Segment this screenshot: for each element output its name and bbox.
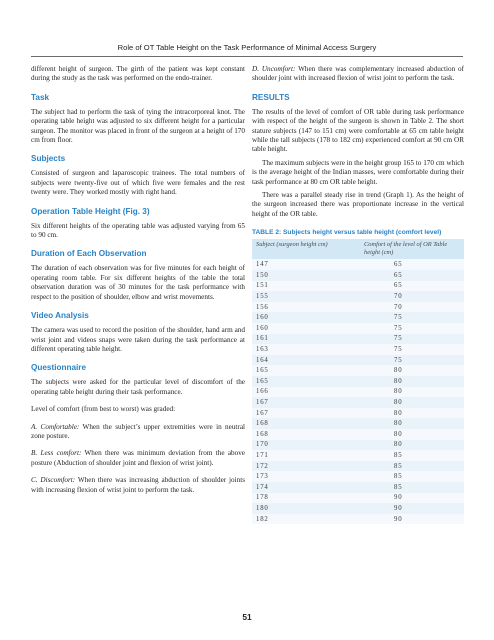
right-column xyxy=(252,65,464,524)
subject-height-cell: 173 xyxy=(252,471,356,482)
table-row xyxy=(252,291,464,302)
table-row xyxy=(252,408,464,419)
results-heading: RESULTS xyxy=(252,92,290,102)
table-row xyxy=(252,440,464,451)
subject-height-cell: 182 xyxy=(252,514,356,525)
task-paragraph: The subject had to perform the task of tying the intracorporeal knot. The operating table height was adjusted to six different height for a particular surgeon. The monitor was placed in front of the surgeon at a height of 170 cm from floor. xyxy=(31,107,245,145)
ot-height-paragraph: Six different heights of the operating table was adjusted varying from 65 to 90 cm. xyxy=(31,221,245,240)
running-header: Role of OT Table Height on the Task Performance of Minimal Access Surgery xyxy=(117,43,377,52)
table-header-subject: Subject (surgeon height cm) xyxy=(252,239,356,259)
grade-c-label: C. Discomfort: xyxy=(31,476,76,485)
questionnaire-paragraph: The subjects were asked for the particular level of discomfort of the operating table height during their task performance. xyxy=(31,378,245,396)
table-row xyxy=(252,376,464,387)
subject-height-cell: 155 xyxy=(252,291,356,302)
table-height-cell: 65 xyxy=(356,259,464,270)
results-paragraph-2: The maximum subjects were in the height group 165 to 170 cm which is the average height of the Indian masses, were comfortable during their task performance at 80 cm OR table height. xyxy=(252,158,464,186)
comfort-level-intro: Level of comfort (from best to worst) was graded: xyxy=(31,405,176,414)
table-height-cell: 70 xyxy=(356,291,464,302)
duration-heading: Duration of Each Observation xyxy=(31,249,147,259)
grade-a-label: A. Comfortable: xyxy=(31,422,80,431)
table-height-cell: 85 xyxy=(356,482,464,493)
intro-paragraph: different height of surgeon. The girth of the patient was kept constant during the study as the task was performed on the endo-trainer. xyxy=(31,65,245,83)
grade-d-label: D. Uncomfort: xyxy=(252,65,296,73)
table-row xyxy=(252,493,464,504)
table-height-cell: 80 xyxy=(356,376,464,387)
subject-height-cell: 178 xyxy=(252,493,356,504)
table-height-cell: 65 xyxy=(356,270,464,281)
table-row xyxy=(252,514,464,525)
video-paragraph: The camera was used to record the position of the shoulder, hand arm and wrist joint and videos snaps were taken during the task performance at different operating table height. xyxy=(31,326,245,353)
results-paragraph-3: There was a parallel steady rise in trend (Graph 1). As the height of the surgeon increased there was proportionate increase in the vertical height of the OR table. xyxy=(252,191,464,218)
table-height-cell: 85 xyxy=(356,471,464,482)
duration-paragraph: The duration of each observation was for five minutes for each height of operating room table. For six different heights of the table the total observation duration was of 30 minutes for the task performance with respect to the position of shoulder, elbow and wrist movements. xyxy=(31,264,245,301)
subject-height-cell: 174 xyxy=(252,482,356,493)
grade-c xyxy=(31,476,245,495)
table-caption: TABLE 2: Subjects height versus table height (comfort level) xyxy=(252,229,442,237)
table-row xyxy=(252,503,464,514)
subject-height-cell: 168 xyxy=(252,418,356,429)
task-heading: Task xyxy=(31,92,50,102)
table-row xyxy=(252,344,464,355)
subject-height-cell: 147 xyxy=(252,259,356,270)
subject-height-cell: 167 xyxy=(252,408,356,419)
subject-height-cell: 151 xyxy=(252,281,356,292)
table-row xyxy=(252,450,464,461)
table-row xyxy=(252,418,464,429)
table-row xyxy=(252,281,464,292)
table-row xyxy=(252,365,464,376)
grade-b xyxy=(31,449,245,468)
table-height-cell: 80 xyxy=(356,365,464,376)
table-height-cell: 75 xyxy=(356,323,464,334)
grade-b-label: B. Less comfort: xyxy=(31,449,82,458)
subject-height-cell: 170 xyxy=(252,440,356,451)
table-height-cell: 70 xyxy=(356,302,464,313)
table-height-cell: 75 xyxy=(356,312,464,323)
subjects-paragraph: Consisted of surgeon and laparoscopic trainees. The total numbers of subjects were twenty-five out of which five were females and the rest twenty were. They worked mostly with right hand. xyxy=(31,169,245,197)
grade-a xyxy=(31,423,245,442)
subject-height-cell: 166 xyxy=(252,387,356,398)
table-height-cell: 85 xyxy=(356,461,464,472)
grade-d xyxy=(252,65,464,84)
subject-height-cell: 171 xyxy=(252,450,356,461)
subject-height-cell: 165 xyxy=(252,365,356,376)
table-row xyxy=(252,461,464,472)
table-header-row xyxy=(252,239,464,259)
subject-height-cell: 180 xyxy=(252,503,356,514)
grade-a-text: When the subject’s upper extremities were in neutral zone posture. xyxy=(31,422,246,440)
subject-height-cell: 172 xyxy=(252,461,356,472)
table-row xyxy=(252,302,464,313)
subject-height-cell: 156 xyxy=(252,302,356,313)
table-row xyxy=(252,355,464,366)
table-row xyxy=(252,482,464,493)
table-height-cell: 75 xyxy=(356,355,464,366)
height-table xyxy=(252,239,464,524)
table-height-cell: 75 xyxy=(356,344,464,355)
subject-height-cell: 150 xyxy=(252,270,356,281)
subject-height-cell: 163 xyxy=(252,344,356,355)
table-row xyxy=(252,429,464,440)
subjects-heading: Subjects xyxy=(31,154,66,164)
ot-height-heading: Operation Table Height (Fig. 3) xyxy=(31,206,150,216)
video-heading: Video Analysis xyxy=(31,311,89,321)
table-row xyxy=(252,312,464,323)
table-height-cell: 80 xyxy=(356,418,464,429)
subject-height-cell: 165 xyxy=(252,376,356,387)
subject-height-cell: 160 xyxy=(252,312,356,323)
table-height-cell: 90 xyxy=(356,493,464,504)
subject-height-cell: 167 xyxy=(252,397,356,408)
table-header-comfort: Comfort of the level of OR Table height (cm) xyxy=(356,239,464,259)
table-height-cell: 90 xyxy=(356,514,464,525)
table-row xyxy=(252,259,464,270)
left-column xyxy=(31,65,245,499)
subject-height-cell: 168 xyxy=(252,429,356,440)
table-height-cell: 80 xyxy=(356,440,464,451)
table-height-cell: 80 xyxy=(356,429,464,440)
grade-b-text: When there was minimum deviation from the above posture (Abduction of shoulder joint and flexion of wrist joint). xyxy=(31,449,245,467)
subject-height-cell: 161 xyxy=(252,334,356,345)
subject-height-cell: 160 xyxy=(252,323,356,334)
questionnaire-heading: Questionnaire xyxy=(31,363,87,373)
table-row xyxy=(252,397,464,408)
table-height-cell: 90 xyxy=(356,503,464,514)
table-row xyxy=(252,270,464,281)
table-height-cell: 80 xyxy=(356,387,464,398)
table-height-cell: 75 xyxy=(356,334,464,345)
table-row xyxy=(252,323,464,334)
subject-height-cell: 164 xyxy=(252,355,356,366)
table-row xyxy=(252,471,464,482)
table-row xyxy=(252,334,464,345)
table-height-cell: 65 xyxy=(356,281,464,292)
grade-c-text: When there was increasing abduction of shoulder joints with increasing flexion of wrist joint to perform the task. xyxy=(31,476,246,494)
page-number: 51 xyxy=(242,612,252,622)
table-height-cell: 85 xyxy=(356,450,464,461)
table-height-cell: 80 xyxy=(356,397,464,408)
header-rule xyxy=(31,56,463,57)
table-height-cell: 80 xyxy=(356,408,464,419)
table-row xyxy=(252,387,464,398)
grade-d-text: When there was complementary increased abduction of shoulder joint with increased flexion of wrist joint to perform the task. xyxy=(252,65,464,83)
results-paragraph-1: The results of the level of comfort of OR table during task performance with respect of the height of the surgeon is shown in Table 2. The short stature subjects (147 to 151 cm) were comfortable at 65 cm table height while the tall subjects (178 to 182 cm) experienced comfort at 90 cm OR table height. xyxy=(252,107,464,154)
table-body xyxy=(252,259,464,524)
